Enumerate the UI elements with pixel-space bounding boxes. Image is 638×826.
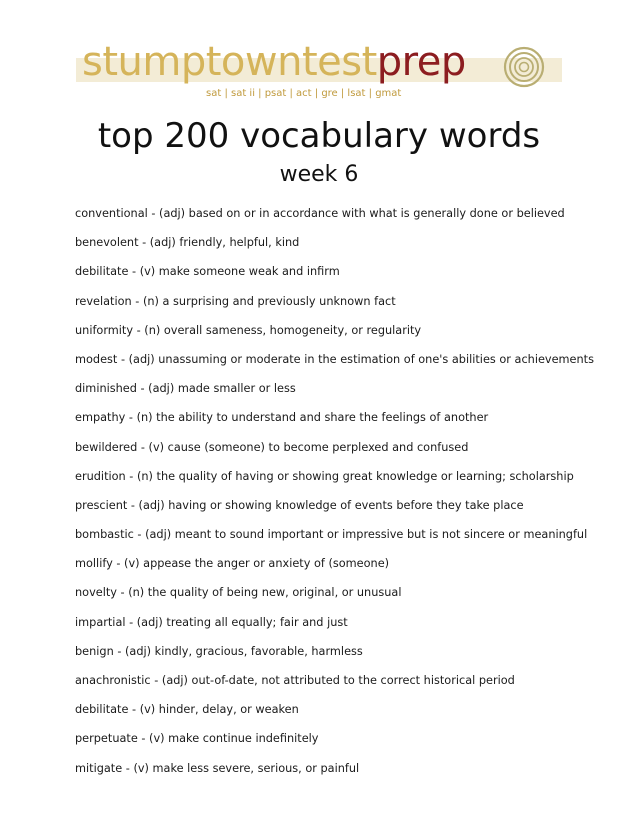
brand-part-2: test (301, 39, 377, 85)
vocab-item: uniformity - (n) overall sameness, homogeneity, or regularity (75, 323, 422, 337)
vocab-item: debilitate - (v) hinder, delay, or weaken (75, 703, 299, 717)
vocab-item: debilitate - (v) make someone weak and infirm (75, 265, 340, 279)
vocab-item: empathy - (n) the ability to understand and share the feelings of another (75, 411, 489, 425)
brand-tagline: sat | sat ii | psat | act | gre | lsat | gmat (206, 88, 402, 99)
vocab-item: revelation - (n) a surprising and previously unknown fact (75, 294, 396, 308)
vocab-item: perpetuate - (v) make continue indefinitely (75, 732, 319, 746)
vocab-item: mollify - (v) appease the anger or anxiety of (someone) (75, 557, 390, 571)
vocab-item: bewildered - (v) cause (someone) to become perplexed and confused (75, 440, 469, 454)
vocabulary-list (75, 203, 615, 787)
vocab-item: mitigate - (v) make less severe, serious, or painful (75, 761, 360, 775)
vocab-item: benign - (adj) kindly, gracious, favorable, harmless (75, 644, 363, 658)
vocab-item: conventional - (adj) based on or in accordance with what is generally done or believed (75, 207, 565, 220)
vocab-item: modest - (adj) unassuming or moderate in the estimation of one's abilities or achievements (75, 352, 594, 366)
brand-part-1: stumptown (82, 39, 302, 85)
vocab-item: novelty - (n) the quality of being new, original, or unusual (75, 586, 402, 600)
page-subtitle: week 6 (279, 162, 359, 187)
vocab-item: prescient - (adj) having or showing knowledge of events before they take place (75, 498, 524, 512)
brand-logo (82, 38, 466, 86)
vocab-item: bombastic - (adj) meant to sound important or impressive but is not sincere or meaningful (75, 528, 588, 542)
page-title: top 200 vocabulary words (97, 116, 541, 156)
vocab-item: impartial - (adj) treating all equally; fair and just (75, 615, 348, 629)
vocab-item: benevolent - (adj) friendly, helpful, kind (75, 236, 300, 250)
vocab-item: erudition - (n) the quality of having or showing great knowledge or learning; scholarship (75, 469, 574, 483)
target-circle-icon (503, 46, 545, 88)
vocab-item: anachronistic - (adj) out-of-date, not attributed to the correct historical period (75, 674, 515, 687)
brand-part-3: prep (376, 39, 466, 85)
vocab-item: diminished - (adj) made smaller or less (75, 382, 296, 396)
